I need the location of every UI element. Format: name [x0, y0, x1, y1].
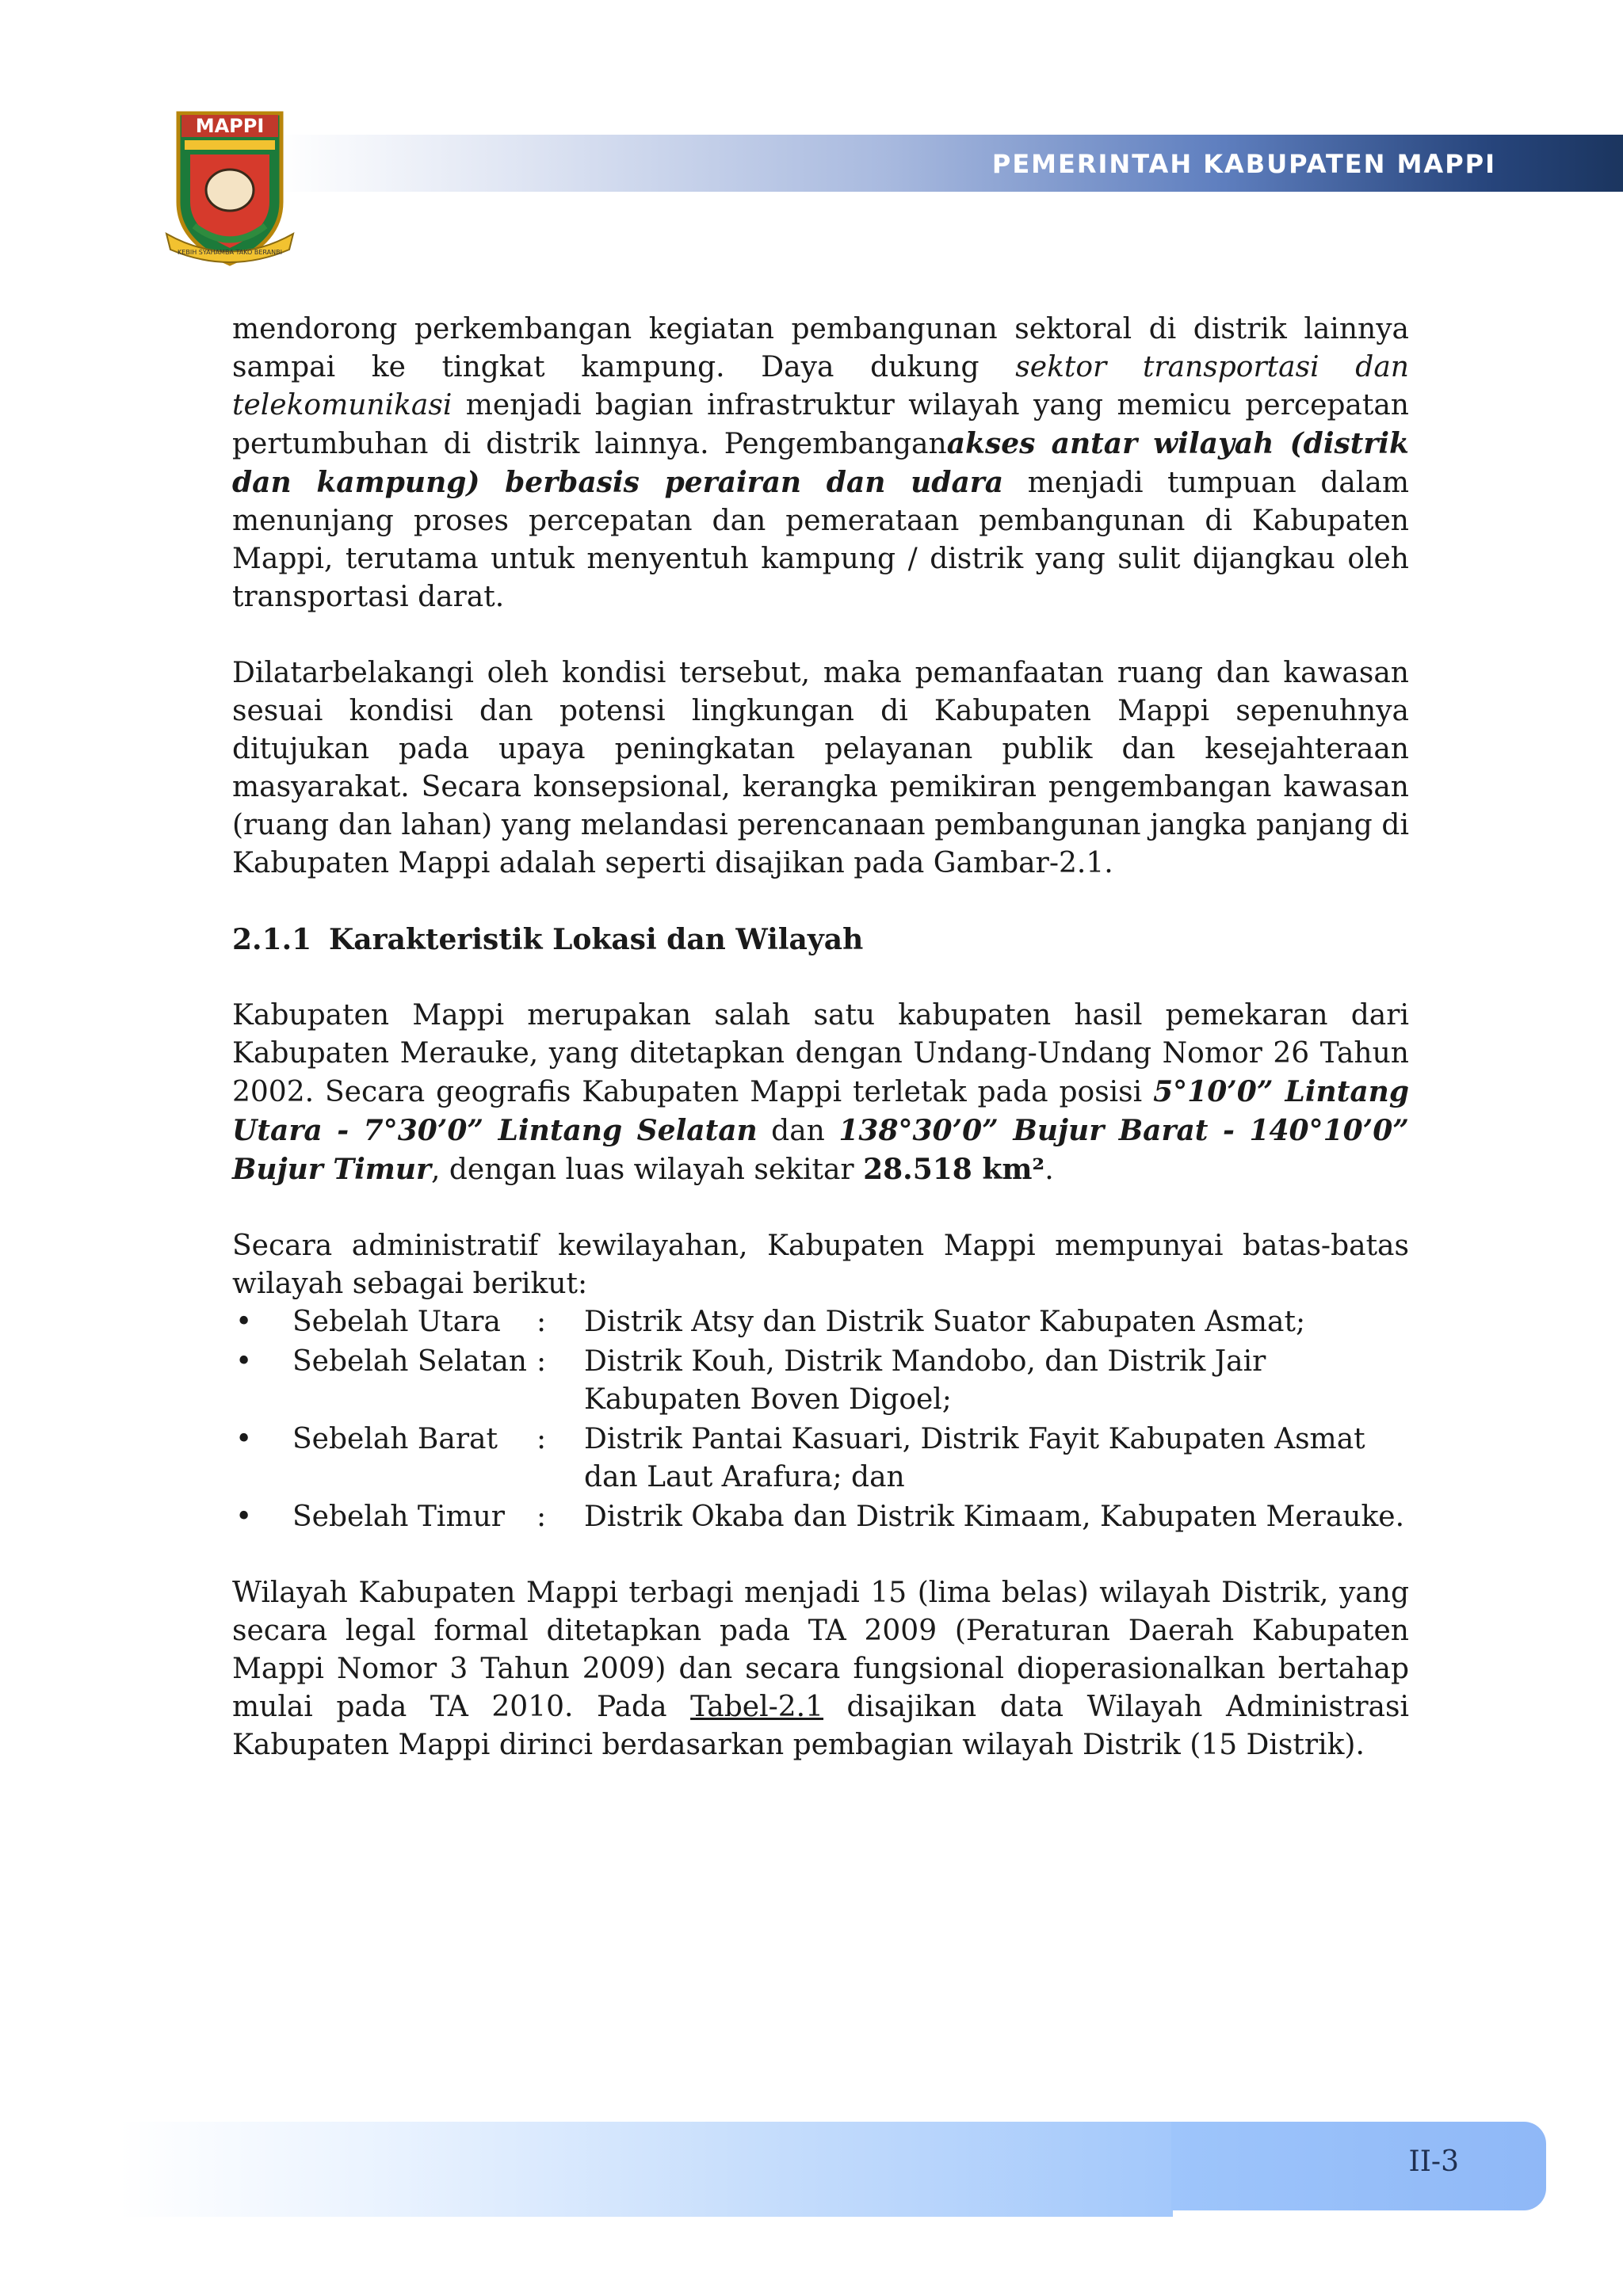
section-heading	[232, 921, 1409, 959]
page-number: II-3	[1408, 2145, 1459, 2178]
footer-banner	[119, 2122, 1173, 2217]
header-title: PEMERINTAH KABUPATEN MAPPI	[991, 149, 1496, 179]
logo-text: MAPPI	[195, 115, 265, 137]
paragraph-2: Dilatarbelakangi oleh kondisi tersebut, maka pemanfaatan ruang dan kawasan sesuai kondisi dan potensi lingkungan di Kabupaten Mappi sepenuhnya ditujukan pada upaya peningkatan pelayanan publik dan kesejahteraan masyarakat. Secara konsepsional, kerangka pemikiran pengembangan kawasan (ruang dan lahan) yang melandasi perencanaan pembangunan jangka panjang di Kabupaten Mappi adalah seperti disajikan pada Gambar-2.1.	[232, 657, 1409, 879]
header-banner	[277, 135, 1623, 192]
list-item: • Sebelah Timur : Distrik Okaba dan Distrik Kimaam, Kabupaten Merauke.	[235, 1501, 1405, 1533]
page-number-tab	[1171, 2122, 1546, 2210]
list-item: • Sebelah Selatan : Distrik Kouh, Distrik Mandobo, dan Distrik Jair Kabupaten Boven Digoel;	[235, 1345, 1266, 1416]
table-reference-link: Tabel-2.1	[690, 1691, 824, 1723]
border-list	[232, 1303, 1409, 1536]
logo-motto: KEBIH SYAHAMBA TAKO BERANBI	[178, 249, 282, 256]
paragraph-3: Kabupaten Mappi merupakan salah satu kabupaten hasil pemekaran dari Kabupaten Merauke, yang ditetapkan dengan Undang-Undang Nomor 26 Tahun 2002. Secara geografis Kabupaten Mappi terletak pada posisi 5°10’0” Lintang Utara - 7°30’0” Lintang Selatan dan 138°30’0” Bujur Barat - 140°10’0” Bujur Timur, dengan luas wilayah sekitar 28.518 km².	[232, 999, 1409, 1186]
paragraph-1: mendorong perkembangan kegiatan pembangunan sektoral di distrik lainnya sampai ke tingkat kampung. Daya dukung sektor transportasi dan telekomunikasi menjadi bagian infrastruktur wilayah yang memicu percepatan pertumbuhan di distrik lainnya. Pengembanganakses antar wilayah (distrik dan kampung) berbasis perairan dan udara menjadi tumpuan dalam menunjang proses percepatan dan pemerataan pembangunan di Kabupaten Mappi, terutama untuk menyentuh kampung / distrik yang sulit dijangkau oleh transportasi darat.	[232, 313, 1410, 613]
paragraph-4: Secara administratif kewilayahan, Kabupaten Mappi mempunyai batas-batas wilayah sebagai berikut:	[232, 1230, 1409, 1300]
section-title: Karakteristik Lokasi dan Wilayah	[329, 923, 864, 956]
list-item: • Sebelah Utara : Distrik Atsy dan Distrik Suator Kabupaten Asmat;	[235, 1306, 1306, 1338]
section-number: 2.1.1	[232, 923, 312, 956]
paragraph-5: Wilayah Kabupaten Mappi terbagi menjadi 15 (lima belas) wilayah Distrik, yang secara legal formal ditetapkan pada TA 2009 (Peraturan Daerah Kabupaten Mappi Nomor 3 Tahun 2009) dan secara fungsional dioperasionalkan bertahap mulai pada TA 2010. Pada Tabel-2.1 disajikan data Wilayah Administrasi Kabupaten Mappi dirinci berdasarkan pembagian wilayah Distrik (15 Distrik).	[232, 1577, 1409, 1761]
document-body	[232, 311, 1409, 1802]
mappi-emblem-logo	[162, 107, 297, 269]
list-item: • Sebelah Barat : Distrik Pantai Kasuari, Distrik Fayit Kabupaten Asmat dan Laut Arafura; dan	[235, 1423, 1365, 1493]
